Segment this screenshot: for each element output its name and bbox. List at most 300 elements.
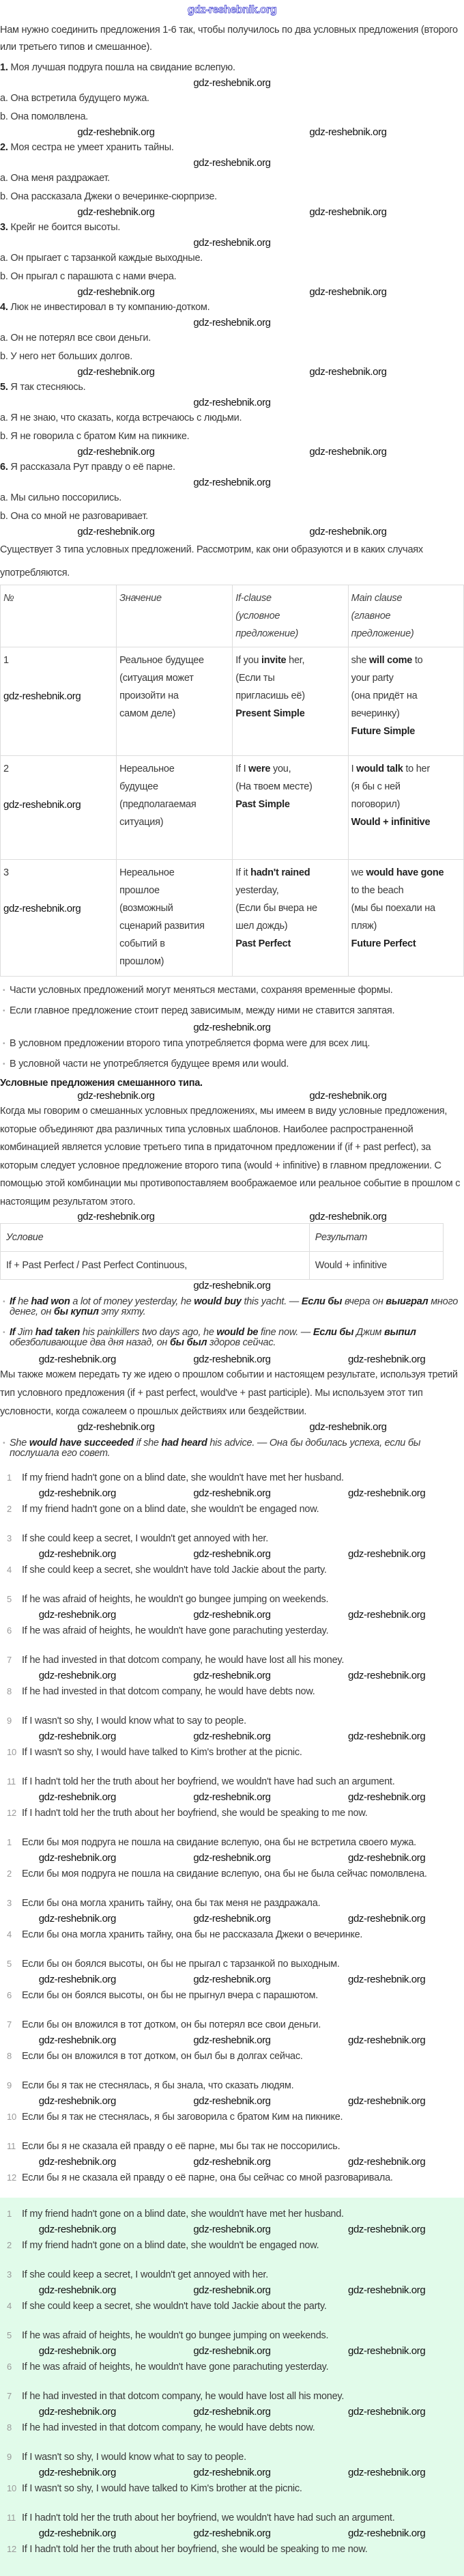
exercise-text: b. У него нет больших долгов. [0, 351, 133, 362]
watermark-row [0, 2095, 464, 2108]
item-text: If I hadn't told her the truth about her boyfriend, she would be speaking to me now. [22, 2544, 368, 2555]
text-segment: пригласишь её) [235, 690, 305, 701]
mixed-heading: Условные предложения смешанного типа. [0, 1078, 203, 1089]
watermark: gdz-reshebnik.org [38, 1731, 116, 1742]
text-segment: I [351, 764, 357, 774]
watermark: gdz-reshebnik.org [309, 126, 387, 138]
exercise-text: Люк не инвестировал в ту компанию-дотком. [8, 302, 210, 313]
item-text: Если бы я не сказала ей правду о её парне, мы бы так не поссорились. [22, 2141, 340, 2152]
text-segment: this yacht. — [241, 1296, 302, 1307]
item-number: 9 [7, 2080, 12, 2090]
watermark: gdz-reshebnik.org [348, 1731, 426, 1742]
table-cell [117, 756, 233, 860]
spacer [0, 1640, 464, 1651]
text-segment: Реальное будущее [119, 655, 204, 666]
watermark: gdz-reshebnik.org [193, 1913, 271, 1924]
item-number: 11 [7, 2512, 16, 2523]
watermark: gdz-reshebnik.org [38, 1354, 116, 1365]
item-number: 3 [7, 1898, 12, 1908]
answer-final-item [0, 2508, 464, 2528]
item-text: If he had invested in that dotcom company, he would have debts now. [22, 2422, 315, 2433]
text-segment: эту яхту. [98, 1306, 146, 1317]
answer-en-item [0, 1804, 464, 1823]
answer-final-item [0, 2204, 464, 2224]
header-line: № [3, 593, 14, 604]
mixed-table-header-condition: Условие [1, 1224, 310, 1252]
watermark-row [0, 526, 464, 538]
watermark: gdz-reshebnik.org [193, 1852, 271, 1864]
text-segment: Нереальное [119, 764, 175, 774]
example-item [0, 1292, 464, 1323]
exercise-line [0, 348, 464, 366]
header-line: предложение) [351, 628, 414, 639]
watermark-row [0, 286, 464, 298]
item-text: If my friend hadn't gone on a blind date, she wouldn't have met her husband. [22, 1472, 344, 1483]
answer-final-item [0, 2418, 464, 2437]
answer-en-item [0, 1772, 464, 1791]
item-number: 1 [7, 2209, 12, 2219]
watermark-row [0, 1211, 464, 1223]
watermark: gdz-reshebnik.org [38, 2156, 116, 2168]
watermark-row [0, 1913, 464, 1925]
watermark: gdz-reshebnik.org [3, 799, 81, 811]
item-text: If he was afraid of heights, he wouldn't go bungee jumping on weekends. [22, 1594, 329, 1605]
table-cell [348, 860, 463, 977]
answer-ru-item [0, 2137, 464, 2156]
exercise-line [0, 89, 464, 108]
watermark: gdz-reshebnik.org [193, 2345, 271, 2357]
bold-text: would be [216, 1327, 259, 1338]
watermark: gdz-reshebnik.org [309, 366, 387, 378]
watermark: gdz-reshebnik.org [348, 2156, 426, 2168]
watermark-row [0, 1280, 464, 1292]
item-text: If I hadn't told her the truth about her boyfriend, she would be speaking to me now. [22, 1808, 368, 1819]
watermark: gdz-reshebnik.org [348, 1670, 426, 1681]
text-segment: you, [270, 764, 291, 774]
answer-final-item [0, 2540, 464, 2559]
table-cell [1, 860, 117, 977]
text-segment: событий в [119, 938, 165, 949]
answer-ru-item [0, 1925, 464, 1944]
text-segment: 1 [3, 655, 9, 666]
watermark: gdz-reshebnik.org [309, 446, 387, 458]
mixed-table [0, 1223, 444, 1280]
rule-item: • Если главное предложение стоит перед зависимым, между ними не ставится запятая. [0, 1001, 464, 1022]
watermark: gdz-reshebnik.org [38, 2345, 116, 2357]
text-segment: she [351, 655, 370, 666]
item-number: 7 [7, 2019, 12, 2030]
watermark-row [0, 126, 464, 139]
item-number: 10 [7, 2112, 16, 2122]
answer-ru-item [0, 2015, 464, 2034]
item-number: 5 [7, 1959, 12, 1969]
watermark: gdz-reshebnik.org [193, 397, 271, 408]
watermark-row [0, 1852, 464, 1864]
watermark: gdz-reshebnik.org [77, 1211, 155, 1222]
item-text: If I wasn't so shy, I would know what to say to people. [22, 2452, 246, 2463]
watermark: gdz-reshebnik.org [193, 237, 271, 249]
answer-ru-item [0, 1894, 464, 1913]
exercise-line [0, 108, 464, 126]
text-segment: (Если ты [235, 673, 275, 684]
watermark-row [0, 237, 464, 249]
watermark: gdz-reshebnik.org [193, 2224, 271, 2235]
answer-final-item [0, 2357, 464, 2377]
answer-en-item [0, 1500, 464, 1519]
text-segment: пляж) [351, 921, 377, 932]
item-number: 2 [7, 1504, 12, 1514]
text-segment: Джим [353, 1327, 385, 1338]
watermark: gdz-reshebnik.org [348, 2528, 426, 2539]
item-text: Если бы я так не стеснялась, я бы заговорила с братом Ким на пикнике. [22, 2112, 343, 2123]
watermark: gdz-reshebnik.org [38, 1487, 116, 1499]
bold-text: would have gone [366, 867, 444, 878]
watermark: gdz-reshebnik.org [309, 1211, 387, 1222]
answer-ru-item [0, 2168, 464, 2187]
watermark-row [0, 1280, 464, 1292]
watermark: gdz-reshebnik.org [38, 2224, 116, 2235]
watermark: gdz-reshebnik.org [348, 2467, 426, 2478]
watermark: gdz-reshebnik.org [193, 1609, 271, 1621]
item-text: Если бы я так не стеснялась, я бы знала, что сказать людям. [22, 2080, 294, 2091]
exercise-line [0, 458, 464, 477]
watermark: gdz-reshebnik.org [309, 526, 387, 537]
table-cell [1, 647, 117, 756]
header-line: Main clause [351, 593, 403, 604]
spacer [0, 2316, 464, 2326]
bold-text: Past Perfect [235, 938, 291, 949]
exercise-text: a. Она встретила будущего мужа. [0, 93, 149, 104]
bold-text: бы купил [53, 1306, 99, 1317]
spacer [0, 1944, 464, 1955]
item-number: 5 [7, 2330, 12, 2340]
watermark-row [0, 2528, 464, 2540]
answer-final-item [0, 2326, 464, 2345]
watermark-row [0, 397, 464, 409]
site-logo [0, 0, 464, 22]
text-segment: to the beach [351, 885, 404, 896]
item-number: 3 [7, 2269, 12, 2280]
watermark: gdz-reshebnik.org [193, 1670, 271, 1681]
item-number: 6 [7, 2362, 12, 2372]
mixed-paragraph: Когда мы говорим о смешанных условных предложениях, мы имеем в виду условные предложения, которые объединяют два различных типа условных шаблонов. Наиболее распространенной комбинацией является условие третьего типа в придаточном предложении if (if + past perfect), за которым следует условное предложение второго типа (would + infinitive) в главном предложении. С помощью этой комбинации мы противопоставляем воображаемое или реальное событие в прошлом с настоящим результатом этого. [0, 1106, 461, 1207]
text-segment: самом деле) [119, 708, 176, 719]
text-segment: (предполагаемая [119, 799, 197, 810]
answer-en-item [0, 1711, 464, 1731]
item-text: Если бы моя подруга не пошла на свидание вслепую, она бы не была сейчас помолвлена. [22, 1868, 427, 1879]
exercise-text: a. Я не знаю, что сказать, когда встречаюсь с людьми. [0, 412, 242, 423]
watermark: gdz-reshebnik.org [38, 1609, 116, 1621]
watermark: gdz-reshebnik.org [193, 2095, 271, 2107]
text-segment: She [10, 1438, 29, 1448]
rule-item: • В условной части не употребляется будущее время или would. [0, 1054, 464, 1075]
watermark: gdz-reshebnik.org [348, 2224, 426, 2235]
text-segment: (она придёт на [351, 690, 418, 701]
exercise-number: 1. [0, 62, 8, 73]
exercise-text: b. Я не говорила с братом Ким на пикнике. [0, 431, 190, 442]
watermark: gdz-reshebnik.org [38, 1791, 116, 1803]
watermark: gdz-reshebnik.org [348, 2406, 426, 2418]
text-segment: прошлом) [119, 956, 164, 967]
types-intro: Существует 3 типа условных предложений. Рассмотрим, как они образуются и в каких случаях употребляются. [0, 544, 423, 578]
exercise-text: b. Она со мной не разговаривает. [0, 511, 148, 522]
text-segment: to [412, 655, 423, 666]
exercise-line [0, 139, 464, 157]
item-number: 8 [7, 1686, 12, 1696]
text-segment: a lot of money yesterday, he [70, 1296, 194, 1307]
answer-en-item [0, 1560, 464, 1580]
item-text: If she could keep a secret, she wouldn't have told Jackie about the party. [22, 2301, 327, 2312]
watermark-row [0, 1421, 464, 1433]
answer-en-item [0, 1529, 464, 1548]
bold-text: would have succeeded [29, 1438, 134, 1448]
exercise-text: Моя сестра не умеет хранить тайны. [8, 142, 174, 153]
text-segment: обезболивающие два дня назад, он [10, 1337, 170, 1348]
bold-text: would talk [356, 764, 403, 774]
watermark: gdz-reshebnik.org [38, 2528, 116, 2539]
watermark-row [0, 366, 464, 378]
watermark-row [0, 2034, 464, 2047]
watermark: gdz-reshebnik.org [77, 366, 155, 378]
watermark: gdz-reshebnik.org [309, 286, 387, 298]
table-row [1, 860, 464, 977]
answer-ru-item [0, 2076, 464, 2095]
watermark-row [0, 1731, 464, 1743]
exercise-line [0, 59, 464, 77]
watermark: gdz-reshebnik.org [38, 1548, 116, 1560]
bold-text: выпил [384, 1327, 416, 1338]
watermark: gdz-reshebnik.org [38, 2095, 116, 2107]
item-number: 12 [7, 2172, 16, 2183]
watermark: gdz-reshebnik.org [193, 2406, 271, 2418]
table-cell [348, 756, 463, 860]
table-cell [233, 756, 348, 860]
watermark: gdz-reshebnik.org [193, 1487, 271, 1499]
watermark: gdz-reshebnik.org [348, 1852, 426, 1864]
exercise-text: Моя лучшая подруга пошла на свидание вслепую. [8, 62, 235, 73]
spacer [0, 1762, 464, 1772]
watermark-row [0, 1090, 464, 1102]
text-segment: her, [286, 655, 305, 666]
item-number: 4 [7, 1929, 12, 1940]
watermark: gdz-reshebnik.org [193, 1974, 271, 1985]
watermark: gdz-reshebnik.org [348, 2345, 426, 2357]
text-segment: (На твоем месте) [235, 781, 313, 792]
watermark-row [0, 1354, 464, 1366]
text-segment: your party [351, 673, 394, 684]
watermark-row [0, 446, 464, 458]
watermark-row [0, 1211, 464, 1223]
exercise-text: a. Он не потерял все свои деньги. [0, 333, 151, 344]
exercise-sentences [0, 59, 464, 538]
watermark-row [0, 2224, 464, 2236]
item-number: 2 [7, 1868, 12, 1879]
text-segment: If you [235, 655, 261, 666]
item-number: 4 [7, 1565, 12, 1575]
spacer [0, 2187, 464, 2198]
text-segment: he [15, 1296, 31, 1307]
item-text: If I wasn't so shy, I would have talked to Kim's brother at the picnic. [22, 1747, 302, 1758]
bold-text: Если бы [313, 1327, 354, 1338]
watermark: gdz-reshebnik.org [193, 477, 271, 488]
rules-list [0, 981, 464, 1075]
item-text: If he had invested in that dotcom company, he would have debts now. [22, 1686, 315, 1697]
answer-final-item [0, 2297, 464, 2316]
table-cell [233, 647, 348, 756]
watermark: gdz-reshebnik.org [193, 1354, 271, 1365]
table-row [1, 647, 464, 756]
table-cell [117, 860, 233, 977]
watermark: gdz-reshebnik.org [77, 446, 155, 458]
item-text: If he had invested in that dotcom company, he would have lost all his money. [22, 2391, 345, 2402]
bold-text: will come [369, 655, 413, 666]
watermark-row [0, 77, 464, 89]
exercise-text: b. Она помолвлена. [0, 111, 89, 122]
exercise-line [0, 409, 464, 428]
watermark-row [0, 1974, 464, 1986]
table-header-cell [1, 585, 117, 647]
watermark: gdz-reshebnik.org [38, 2467, 116, 2478]
item-number: 12 [7, 2544, 16, 2554]
example-item [0, 1323, 464, 1354]
item-number: 6 [7, 1990, 12, 2000]
exercise-line [0, 268, 464, 286]
answer-en-item [0, 1682, 464, 1701]
mixed-table-header-result: Результат [309, 1224, 443, 1252]
item-number: 11 [7, 2141, 16, 2151]
item-text: If my friend hadn't gone on a blind date, she wouldn't be engaged now. [22, 2240, 319, 2251]
watermark: gdz-reshebnik.org [193, 157, 271, 169]
item-text: If I hadn't told her the truth about her boyfriend, we wouldn't have had such an argument. [22, 2512, 395, 2523]
exercise-number: 5. [0, 382, 8, 393]
text-segment: (ситуация может [119, 673, 194, 684]
answer-ru-item [0, 1986, 464, 2005]
watermark-row [0, 1090, 464, 1102]
answer-ru-item [0, 1864, 464, 1884]
text-segment: шел дождь) [235, 921, 288, 932]
watermark-row [0, 2345, 464, 2357]
table-cell [348, 647, 463, 756]
watermark-row [0, 2467, 464, 2479]
watermark-row [0, 1791, 464, 1804]
bold-text: would buy [194, 1296, 242, 1307]
item-number: 6 [7, 1625, 12, 1636]
answer-en-item [0, 1743, 464, 1762]
watermark: gdz-reshebnik.org [38, 2034, 116, 2046]
exercise-line [0, 249, 464, 268]
item-number: 4 [7, 2301, 12, 2311]
watermark-row [0, 1670, 464, 1682]
header-line: предложение) [235, 628, 299, 639]
watermark-row [0, 1022, 464, 1034]
watermark-row [0, 1487, 464, 1500]
bold-text: Future Simple [351, 726, 416, 737]
item-text: If I wasn't so shy, I would know what to say to people. [22, 1716, 246, 1726]
spacer [0, 1884, 464, 1894]
exercise-line [0, 378, 464, 397]
item-text: If he was afraid of heights, he wouldn't have gone parachuting yesterday. [22, 2362, 329, 2372]
table-header-cell [117, 585, 233, 647]
spacer [0, 2559, 464, 2569]
text-segment: ситуация) [119, 817, 164, 828]
bold-text: Если бы [301, 1296, 343, 1307]
text-segment: будущее [119, 781, 158, 792]
text-segment: 3 [3, 867, 9, 878]
watermark: gdz-reshebnik.org [193, 2467, 271, 2478]
watermark: gdz-reshebnik.org [77, 1421, 155, 1433]
watermark: gdz-reshebnik.org [193, 1731, 271, 1742]
exercise-number: 3. [0, 222, 8, 233]
item-text: If I wasn't so shy, I would have talked to Kim's brother at the picnic. [22, 2483, 302, 2494]
watermark: gdz-reshebnik.org [38, 1852, 116, 1864]
conditional-types-table [0, 585, 464, 977]
item-number: 7 [7, 2391, 12, 2401]
text-segment: (Если бы вчера не [235, 903, 317, 914]
text-segment: здоров сейчас. [207, 1337, 276, 1348]
exercise-text: a. Он прыгает с тарзанкой каждые выходные. [0, 253, 203, 264]
table-cell [117, 647, 233, 756]
watermark: gdz-reshebnik.org [348, 1609, 426, 1621]
item-text: If I hadn't told her the truth about her boyfriend, we wouldn't have had such an argument. [22, 1776, 395, 1787]
watermark-row [0, 1609, 464, 1621]
header-line: (главное [351, 611, 391, 621]
answer-en-item [0, 1621, 464, 1640]
exercise-text: a. Она меня раздражает. [0, 173, 110, 184]
watermark: gdz-reshebnik.org [348, 1487, 426, 1499]
table-row [1, 756, 464, 860]
spacer [0, 2498, 464, 2508]
text-segment: If it [235, 867, 251, 878]
answers-english [0, 1468, 464, 1833]
spacer [0, 2437, 464, 2448]
exercise-text: Крейг не боится высоты. [8, 222, 121, 233]
exercise-text: b. Она рассказала Джеки о вечеринке-сюрпризе. [0, 191, 217, 202]
mixed-examples [0, 1292, 464, 1354]
table-cell [233, 860, 348, 977]
watermark-row [0, 477, 464, 489]
item-text: Если бы он вложился в тот дотком, он был бы в долгах сейчас. [22, 2051, 303, 2062]
third-example [0, 1433, 464, 1464]
item-text: Если бы он боялся высоты, он бы не прыгал с тарзанкой по выходным. [22, 1959, 340, 1970]
watermark-row [0, 1548, 464, 1560]
bold-text: Future Perfect [351, 938, 416, 949]
watermark: gdz-reshebnik.org [38, 2406, 116, 2418]
text-segment: (я бы с ней [351, 781, 401, 792]
exercise-text: Я рассказала Рут правду о её парне. [8, 462, 175, 473]
item-number: 1 [7, 1837, 12, 1847]
answer-final-item [0, 2479, 464, 2498]
item-text: If she could keep a secret, I wouldn't get annoyed with her. [22, 2269, 268, 2280]
item-text: If he had invested in that dotcom company, he would have lost all his money. [22, 1655, 345, 1666]
text-segment: Jim [15, 1327, 35, 1338]
text-segment: yesterday, [235, 885, 279, 896]
item-number: 9 [7, 2452, 12, 2462]
item-text: Если бы он боялся высоты, он бы не прыгнул вчера с парашютом. [22, 1990, 319, 2001]
spacer [0, 2255, 464, 2265]
bold-text: hadn't rained [250, 867, 310, 878]
watermark: gdz-reshebnik.org [193, 2034, 271, 2046]
spacer [0, 2127, 464, 2137]
item-number: 10 [7, 1747, 16, 1757]
watermark-row [0, 2284, 464, 2297]
item-number: 7 [7, 1655, 12, 1665]
watermark: gdz-reshebnik.org [193, 2284, 271, 2296]
header-line: If-clause [235, 593, 272, 604]
third-paragraph: Мы также можем передать ту же идею о прошлом событии и настоящем результате, используя третий тип условного предложения (if + past perfect, would've + past participle). Мы используем этот тип условности, когда сожалеем о прошлых действиях или бездействии. [0, 1369, 458, 1417]
text-segment: (возможный [119, 903, 173, 914]
answer-final-item [0, 2236, 464, 2255]
item-text: If he was afraid of heights, he wouldn't have gone parachuting yesterday. [22, 1625, 329, 1636]
